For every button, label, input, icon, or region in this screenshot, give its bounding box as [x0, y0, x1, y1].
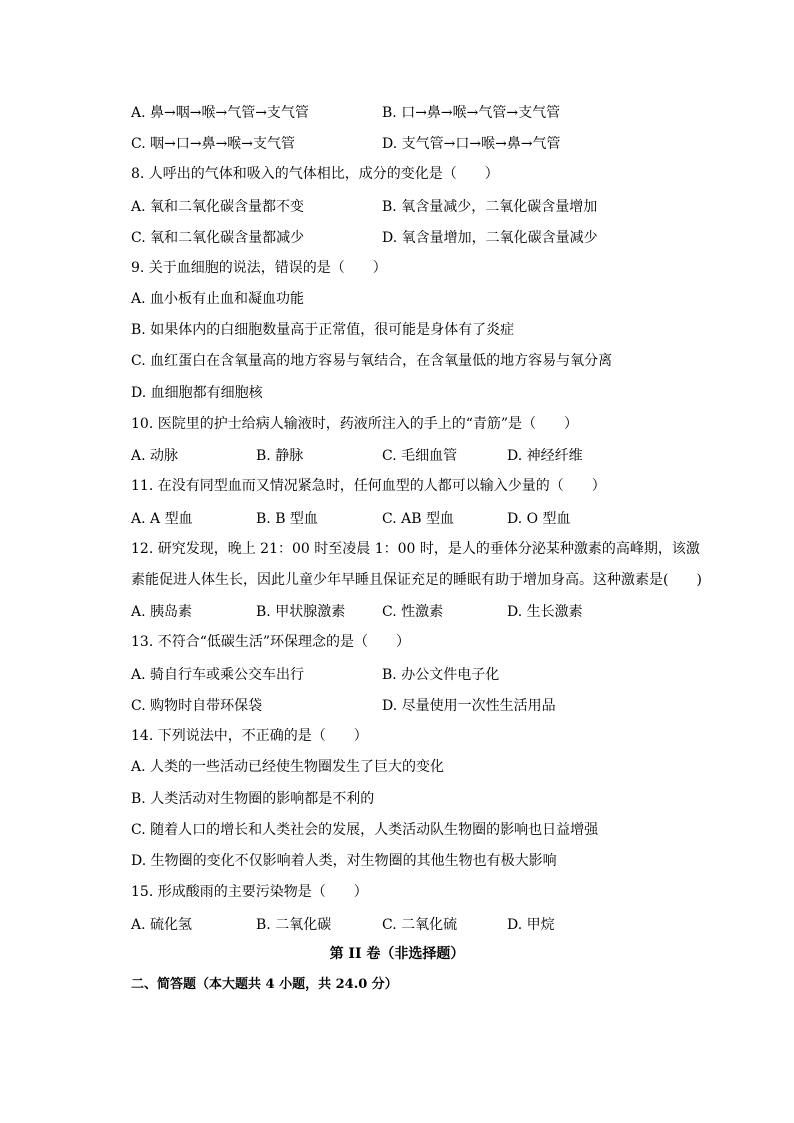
q12-option-c: C. 性激素: [382, 604, 444, 620]
q15-option-b: B. 二氧化碳: [256, 917, 332, 933]
q11-option-b: B. B 型血: [256, 511, 318, 527]
q10-option-d: D. 神经纤维: [507, 448, 583, 464]
q13-option-b: B. 办公文件电子化: [382, 667, 500, 683]
q14-option-c: C. 随着人口的增长和人类社会的发展，人类活动队生物圈的影响也日益增强: [131, 822, 599, 838]
q13-option-c: C. 购物时自带环保袋: [131, 698, 263, 714]
q12-stem-line2: 素能促进人体生长，因此儿童少年早睡且保证充足的睡眠有助于增加身高。这种激素是( ): [131, 572, 702, 588]
q15-stem: 15. 形成酸雨的主要污染物是（ ）: [131, 884, 368, 900]
q11-option-d: D. O 型血: [507, 511, 571, 527]
q8-option-a: A. 氧和二氧化碳含量都不变: [131, 199, 305, 215]
q11-stem: 11. 在没有同型血而又情况紧急时，任何血型的人都可以输入少量的（ ）: [131, 478, 606, 494]
q11-option-a: A. A 型血: [131, 511, 193, 527]
q8-option-b: B. 氧含量减少，二氧化碳含量增加: [382, 199, 598, 215]
q14-option-b: B. 人类活动对生物圈的影响都是不利的: [131, 791, 375, 807]
q10-option-c: C. 毛细血管: [382, 448, 458, 464]
q12-option-a: A. 胰岛素: [131, 604, 193, 620]
q7-option-d: D. 支气管→口→喉→鼻→气管: [382, 136, 561, 152]
q14-option-d: D. 生物圈的变化不仅影响着人类，对生物圈的其他生物也有极大影响: [131, 853, 557, 869]
q12-stem-line1: 12. 研究发现，晚上 21：00 时至凌晨 1：00 时，是人的垂体分泌某种激素的高峰期，该激: [131, 541, 700, 557]
q9-option-c: C. 血红蛋白在含氧量高的地方容易与氧结合，在含氧量低的地方容易与氧分离: [131, 353, 613, 369]
q12-option-d: D. 生长激素: [507, 604, 583, 620]
q13-option-a: A. 骑自行车或乘公交车出行: [131, 667, 305, 683]
q15-option-d: D. 甲烷: [507, 917, 555, 933]
q15-option-c: C. 二氧化硫: [382, 917, 458, 933]
q7-option-c: C. 咽→口→鼻→喉→支气管: [131, 136, 296, 152]
q15-option-a: A. 硫化氢: [131, 917, 193, 933]
q9-option-a: A. 血小板有止血和凝血功能: [131, 291, 305, 307]
q13-option-d: D. 尽量使用一次性生活用品: [382, 698, 556, 714]
q8-stem: 8. 人呼出的气体和吸入的气体相比，成分的变化是（ ）: [131, 166, 499, 182]
q9-option-d: D. 血细胞都有细胞核: [131, 385, 263, 401]
q13-stem: 13. 不符合“低碳生活”环保理念的是（ ）: [131, 634, 411, 650]
q8-option-c: C. 氧和二氧化碳含量都减少: [131, 230, 305, 246]
q9-option-b: B. 如果体内的白细胞数量高于正常值，很可能是身体有了炎症: [131, 322, 515, 338]
q10-option-b: B. 静脉: [256, 448, 304, 464]
q14-option-a: A. 人类的一些活动已经使生物圈发生了巨大的变化: [131, 759, 445, 775]
q11-option-c: C. AB 型血: [382, 511, 454, 527]
part-title: 二、简答题（本大题共 4 小题，共 24.0 分）: [131, 977, 398, 992]
q8-option-d: D. 氧含量增加，二氧化碳含量减少: [382, 230, 598, 246]
q7-option-b: B. 口→鼻→喉→气管→支气管: [382, 105, 561, 121]
q10-stem: 10. 医院里的护士给病人输液时，药液所注入的手上的“青筋”是（ ）: [131, 416, 579, 432]
q9-stem: 9. 关于血细胞的说法，错误的是（ ）: [131, 260, 387, 276]
q10-option-a: A. 动脉: [131, 448, 179, 464]
q14-stem: 14. 下列说法中，不正确的是（ ）: [131, 728, 368, 744]
q7-option-a: A. 鼻→咽→喉→气管→支气管: [131, 105, 309, 121]
section-title: 第 II 卷（非选择题）: [329, 946, 465, 962]
q12-option-b: B. 甲状腺激素: [256, 604, 346, 620]
